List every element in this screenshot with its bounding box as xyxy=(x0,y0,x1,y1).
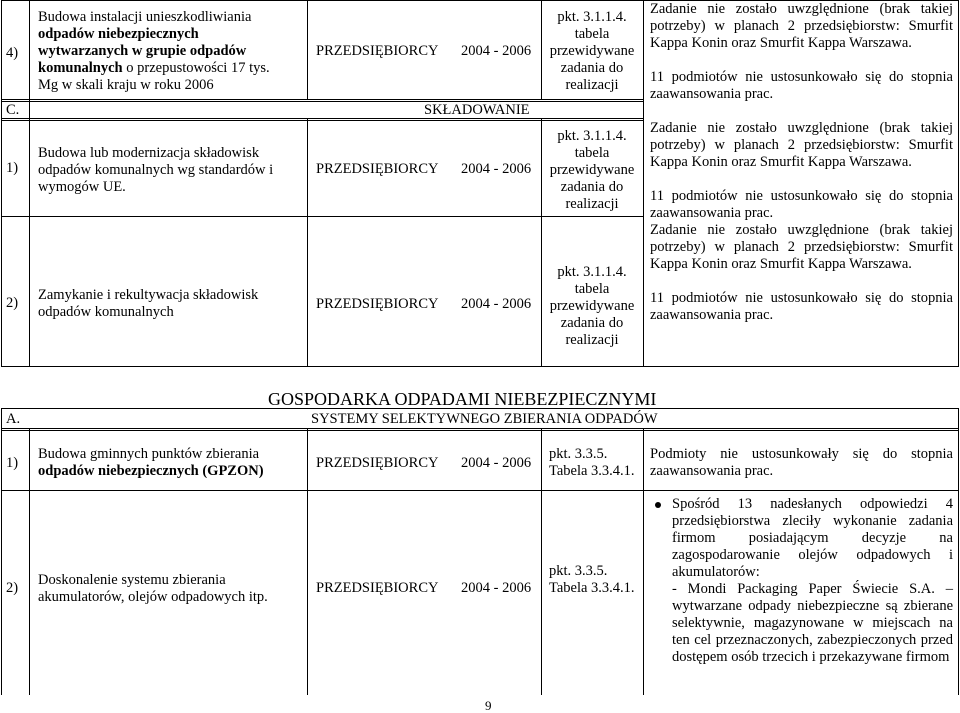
ref-line: pkt. 3.3.5. xyxy=(549,563,608,579)
bullet-text: Spośród 13 nadesłanych odpowiedzi 4 przedsiębiorstwa zleciły wykonanie zadania firmom posiadającym decyzje na zagospodarowanie olejów odpadowych i akumulatorów: xyxy=(672,496,953,580)
status-text xyxy=(650,120,953,222)
desc-bold-fragment: komunalnych xyxy=(38,60,123,76)
row-number: 1) xyxy=(6,455,19,471)
bullet-icon xyxy=(655,502,661,508)
status-text: Podmioty nie ustosunkowały się do stopnia zaawansowania prac. xyxy=(650,446,953,479)
desc-line: odpadów komunalnych wg standardów i xyxy=(38,162,274,178)
ref-line: przewidywane xyxy=(549,43,635,59)
responsible-entity: PRZEDSIĘBIORCY xyxy=(316,43,439,59)
ref-line: realizacji xyxy=(565,77,619,93)
task-description xyxy=(38,446,306,480)
ref-line: Tabela 3.3.4.1. xyxy=(549,463,635,479)
bullet-item xyxy=(650,496,953,666)
ref-line: zadania do xyxy=(560,60,624,76)
status-text xyxy=(650,1,953,103)
ref-line: przewidywane xyxy=(549,298,635,314)
ref-line: tabela xyxy=(574,26,610,42)
ref-line: pkt. 3.1.1.4. xyxy=(557,264,627,280)
desc-line: Zamykanie i rekultywacja składowisk xyxy=(38,287,259,303)
period: 2004 - 2006 xyxy=(461,43,532,59)
ref-line: pkt. 3.3.5. xyxy=(549,446,608,462)
ref-line: realizacji xyxy=(565,332,619,348)
section-letter: C. xyxy=(6,102,20,118)
desc-line: Budowa gminnych punktów zbierania xyxy=(38,446,260,462)
desc-fragment: o przepustowości 17 tys. xyxy=(122,60,270,76)
section-heading: GOSPODARKA ODPADAMI NIEBEZPIECZNYMI xyxy=(268,389,657,409)
row-number: 2) xyxy=(6,295,19,311)
desc-line: Mg w skali kraju w roku 2006 xyxy=(38,77,214,93)
desc-line-bold: wytwarzanych w grupie odpadów xyxy=(38,43,247,59)
task-description xyxy=(38,9,306,94)
section-letter: A. xyxy=(6,411,21,427)
desc-line: odpadów komunalnych xyxy=(38,304,174,320)
desc-line: wymogów UE. xyxy=(38,179,126,195)
task-description xyxy=(38,145,306,196)
period: 2004 - 2006 xyxy=(461,161,532,177)
section-title: SYSTEMY SELEKTYWNEGO ZBIERANIA ODPADÓW xyxy=(311,411,658,427)
period: 2004 - 2006 xyxy=(461,296,532,312)
reference xyxy=(542,9,642,94)
row-number: 4) xyxy=(6,45,19,61)
responsible-entity: PRZEDSIĘBIORCY xyxy=(316,455,439,471)
row-number: 2) xyxy=(6,580,19,596)
page-number: 9 xyxy=(485,698,492,713)
reference xyxy=(542,264,642,349)
reference xyxy=(549,446,641,480)
status-paragraph: Zadanie nie zostało uwzględnione (brak takiej potrzeby) w planach 2 przedsiębiorstw: Smurfit Kappa Konin oraz Smurfit Kappa Warszawa. xyxy=(650,222,953,272)
desc-line: Budowa lub modernizacja składowisk xyxy=(38,145,260,161)
ref-line: Tabela 3.3.4.1. xyxy=(549,580,635,596)
responsible-entity: PRZEDSIĘBIORCY xyxy=(316,580,439,596)
ref-line: tabela xyxy=(574,281,610,297)
reference xyxy=(542,128,642,213)
ref-line: zadania do xyxy=(560,315,624,331)
desc-line: Doskonalenie systemu zbierania xyxy=(38,572,226,588)
reference xyxy=(549,563,641,597)
period: 2004 - 2006 xyxy=(461,580,532,596)
status-paragraph: 11 podmiotów nie ustosunkowało się do stopnia zaawansowania prac. xyxy=(650,290,953,323)
ref-line: pkt. 3.1.1.4. xyxy=(557,128,627,144)
desc-line-bold: odpadów niebezpiecznych xyxy=(38,26,199,42)
responsible-entity: PRZEDSIĘBIORCY xyxy=(316,296,439,312)
ref-line: przewidywane xyxy=(549,162,635,178)
status-list xyxy=(650,496,953,666)
ref-line: tabela xyxy=(574,145,610,161)
desc-line-bold: odpadów niebezpiecznych (GPZON) xyxy=(38,463,264,479)
task-description xyxy=(38,572,306,606)
status-paragraph: Zadanie nie zostało uwzględnione (brak takiej potrzeby) w planach 2 przedsiębiorstw: Smurfit Kappa Konin oraz Smurfit Kappa Warszawa. xyxy=(650,1,953,51)
responsible-entity: PRZEDSIĘBIORCY xyxy=(316,161,439,177)
status-paragraph: 11 podmiotów nie ustosunkowało się do stopnia zaawansowania prac. xyxy=(650,69,953,102)
status-paragraph: 11 podmiotów nie ustosunkowało się do stopnia zaawansowania prac. xyxy=(650,188,953,221)
task-description xyxy=(38,287,306,321)
status-paragraph: Zadanie nie zostało uwzględnione (brak takiej potrzeby) w planach 2 przedsiębiorstw: Smurfit Kappa Konin oraz Smurfit Kappa Warszawa. xyxy=(650,120,953,170)
period: 2004 - 2006 xyxy=(461,455,532,471)
ref-line: pkt. 3.1.1.4. xyxy=(557,9,627,25)
status-text xyxy=(650,222,953,324)
section-title: SKŁADOWANIE xyxy=(424,102,530,118)
sub-item-text: - Mondi Packaging Paper Świecie S.A. – wytwarzane odpady niebezpieczne są zbierane selektywnie, magazynowane w miejscach na ten cel przeznaczonych, zabezpieczonych przed dostępem osób trzecich i przekazywane firmom xyxy=(672,581,953,665)
row-number: 1) xyxy=(6,160,19,176)
desc-line: Budowa instalacji unieszkodliwiania xyxy=(38,9,252,25)
desc-line: akumulatorów, olejów odpadowych itp. xyxy=(38,589,268,605)
ref-line: zadania do xyxy=(560,179,624,195)
ref-line: realizacji xyxy=(565,196,619,212)
desc-line xyxy=(38,60,306,77)
